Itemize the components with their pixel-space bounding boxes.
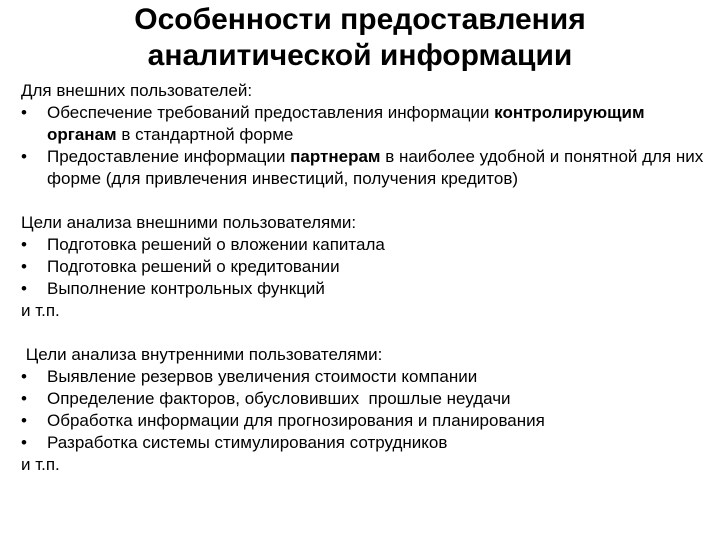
list-item bbox=[21, 388, 711, 410]
external-goals-heading: Цели анализа внешними пользователями: bbox=[21, 213, 357, 232]
slide-body bbox=[21, 80, 711, 476]
list-item-text: Предоставление информации партнерам в наиболее удобной и понятной для них форме (для привлечения инвестиций, получения кредитов) bbox=[47, 147, 704, 188]
list-item-text: Выявление резервов увеличения стоимости компании bbox=[47, 367, 478, 386]
list-item bbox=[21, 234, 711, 256]
list-item bbox=[21, 366, 711, 388]
list-item-text: Подготовка решений о кредитовании bbox=[47, 257, 340, 276]
list-item-text: Обработка информации для прогнозирования и планирования bbox=[47, 411, 545, 430]
bullet-icon: • bbox=[21, 411, 27, 430]
list-item-text: Подготовка решений о вложении капитала bbox=[47, 235, 385, 254]
internal-goals-tail: и т.п. bbox=[21, 455, 60, 474]
bold-emphasis: партнерам bbox=[290, 147, 381, 166]
list-item bbox=[21, 432, 711, 454]
slide-title-line-2: аналитической информации bbox=[147, 39, 573, 72]
bullet-icon: • bbox=[21, 235, 27, 254]
list-item bbox=[21, 102, 711, 146]
bullet-icon: • bbox=[21, 103, 27, 122]
list-item-text: Обеспечение требований предоставления информации контролирующим органам в стандартной форме bbox=[47, 103, 645, 144]
bullet-icon: • bbox=[21, 147, 27, 166]
bold-emphasis: контролирующим органам bbox=[47, 103, 645, 144]
list-item bbox=[21, 146, 711, 190]
list-item bbox=[21, 256, 711, 278]
bullet-icon: • bbox=[21, 389, 27, 408]
list-item-text: Разработка системы стимулирования сотрудников bbox=[47, 433, 448, 452]
internal-goals-heading: Цели анализа внутренними пользователями: bbox=[21, 345, 383, 364]
list-item bbox=[21, 278, 711, 300]
bullet-icon: • bbox=[21, 367, 27, 386]
list-item bbox=[21, 410, 711, 432]
bullet-icon: • bbox=[21, 433, 27, 452]
bullet-icon: • bbox=[21, 257, 27, 276]
list-item-text: Выполнение контрольных функций bbox=[47, 279, 325, 298]
slide-title bbox=[0, 2, 720, 74]
external-goals-tail: и т.п. bbox=[21, 301, 60, 320]
list-item-text: Определение факторов, обусловивших прошлые неудачи bbox=[47, 389, 511, 408]
slide-title-line-1: Особенности предоставления bbox=[134, 3, 586, 36]
external-users-heading: Для внешних пользователей: bbox=[21, 81, 253, 100]
bullet-icon: • bbox=[21, 279, 27, 298]
